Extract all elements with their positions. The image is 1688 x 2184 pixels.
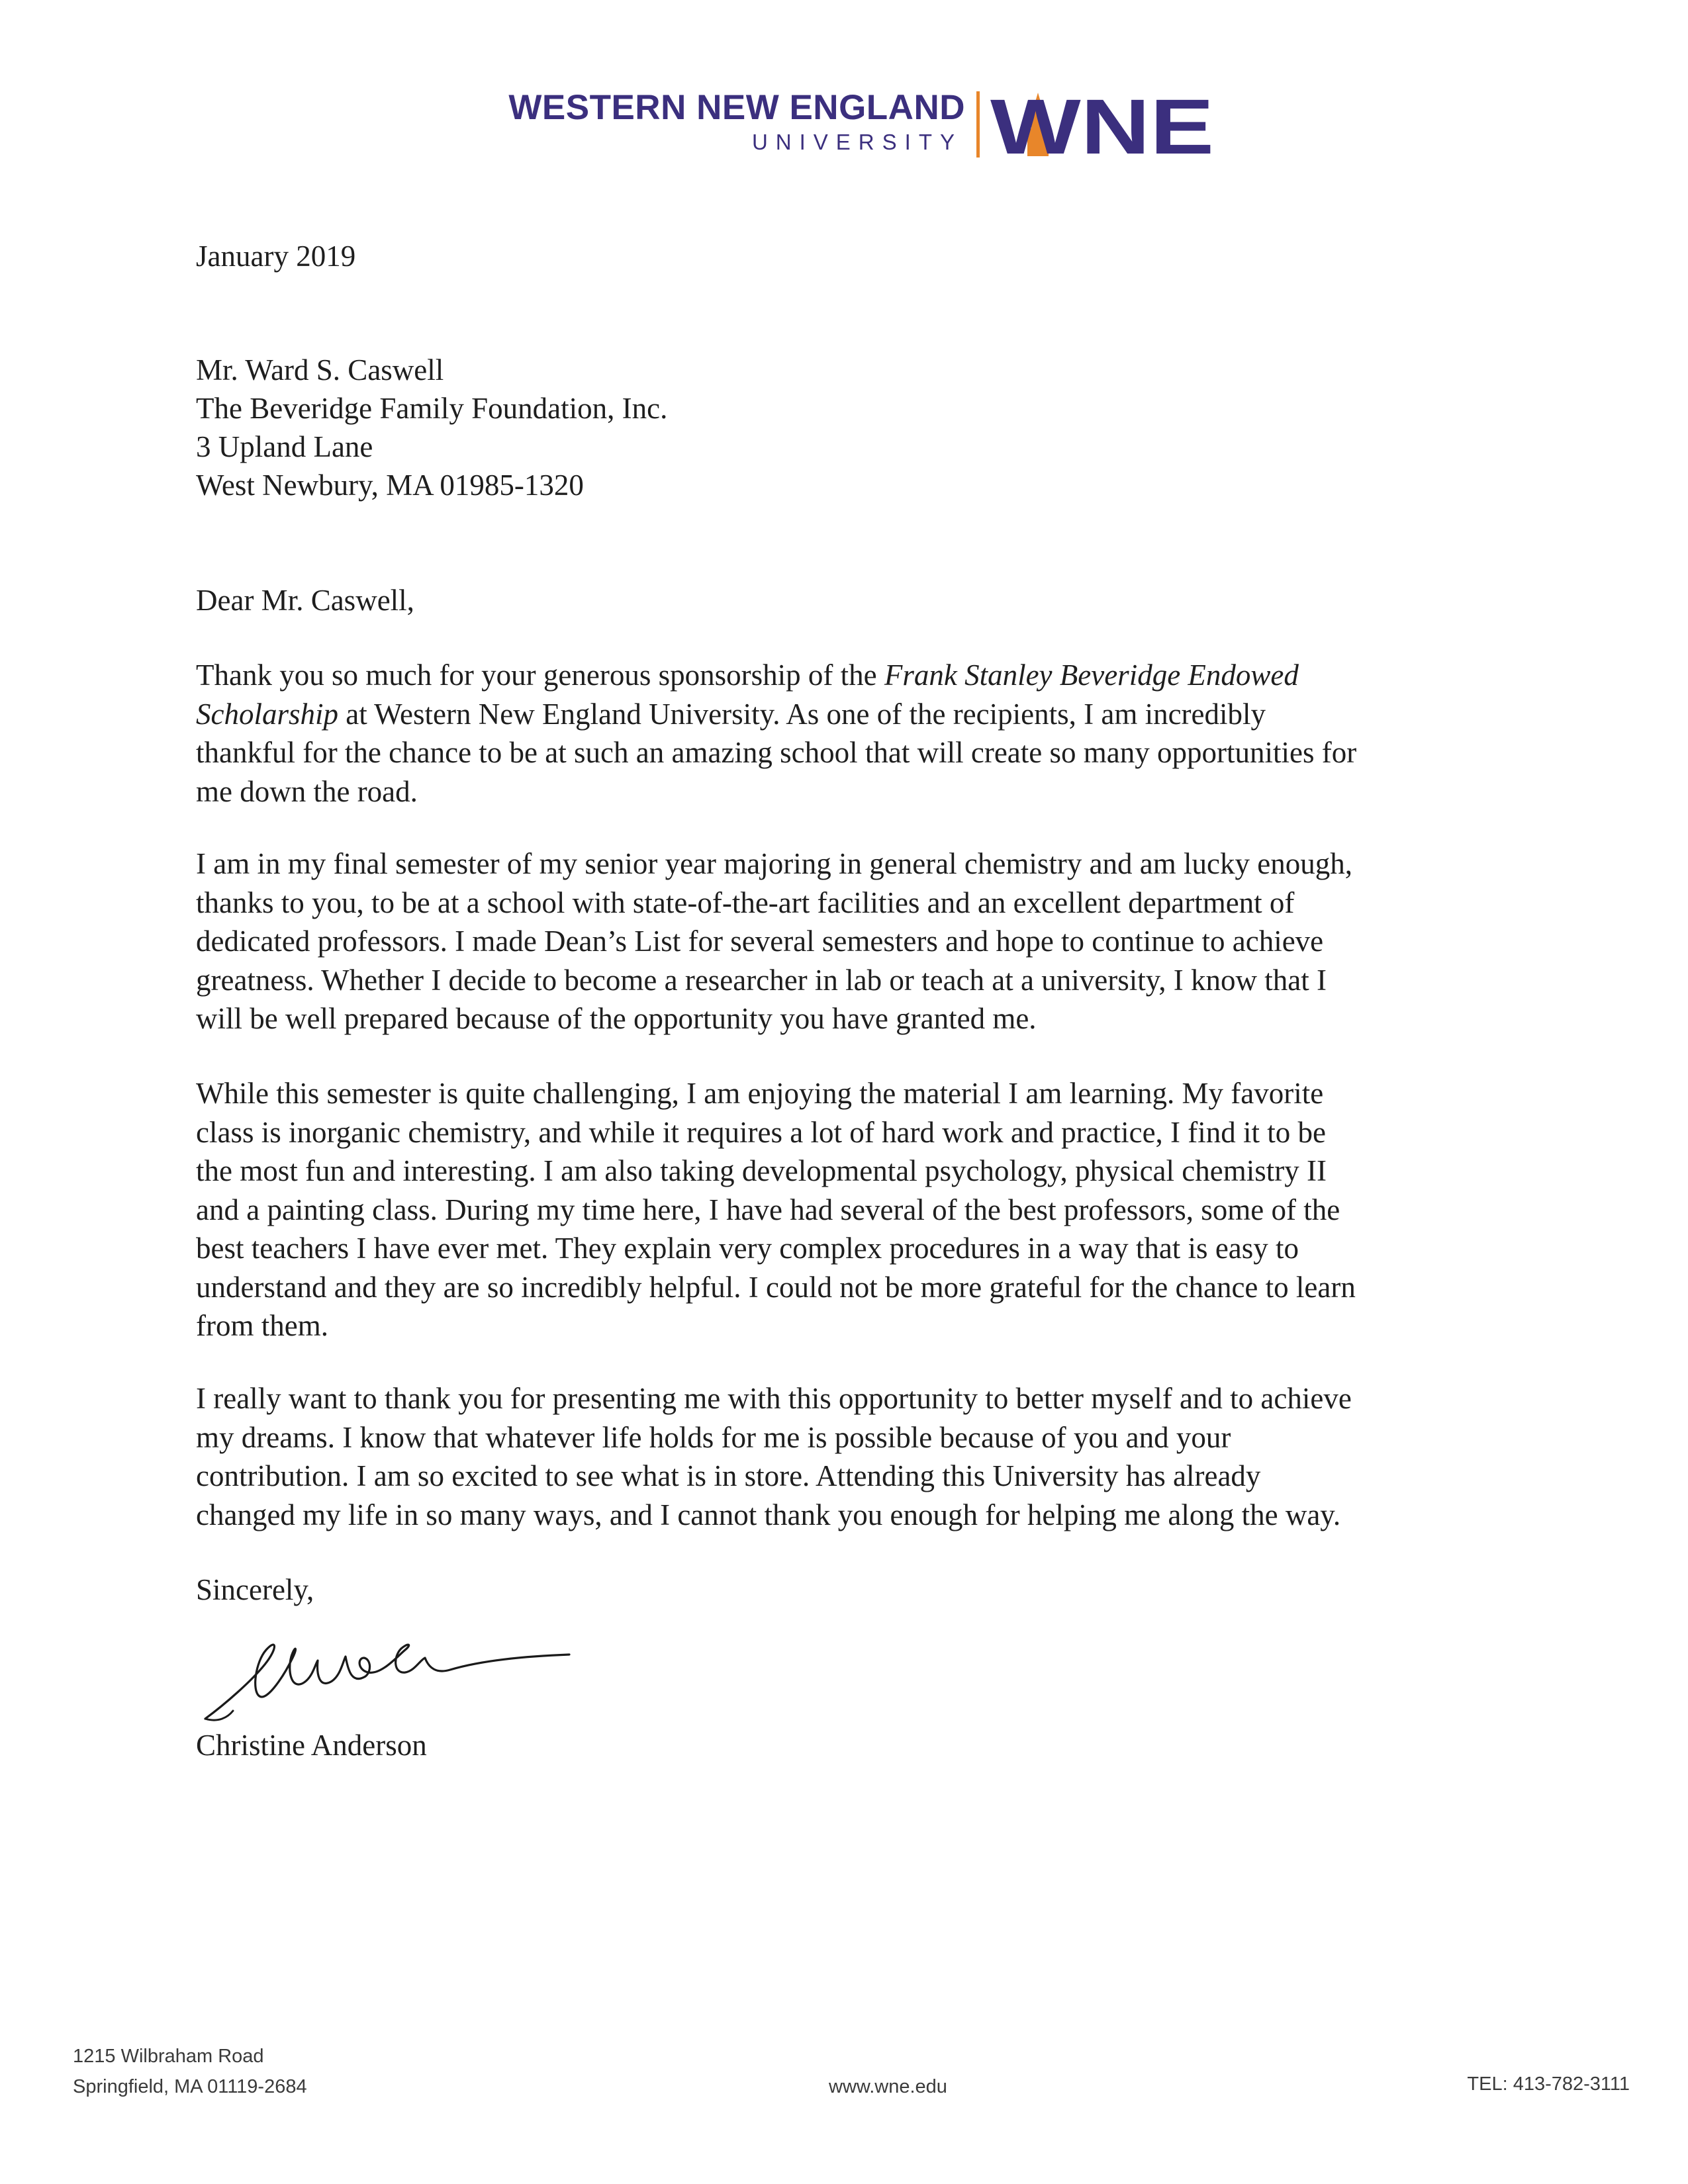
- footer-website[interactable]: www.wne.edu: [829, 2076, 947, 2097]
- university-name: WESTERN NEW ENGLAND: [508, 88, 965, 127]
- footer-address: [73, 2041, 307, 2102]
- signature: [199, 1618, 583, 1734]
- body-paragraph-4: [196, 1379, 1520, 1534]
- recipient-organization: The Beveridge Family Foundation, Inc.: [196, 392, 668, 425]
- body-paragraph-2: [196, 844, 1520, 1038]
- recipient-city: West Newbury, MA 01985-1320: [196, 469, 584, 502]
- footer-city: Springfield, MA 01119-2684: [73, 2076, 307, 2097]
- closing: Sincerely,: [196, 1573, 314, 1606]
- paragraph-line: thankful for the chance to be at such an amazing school that will create so many opportunities for: [196, 736, 1357, 769]
- scholarship-name: Frank Stanley Beveridge Endowed: [884, 659, 1299, 692]
- wne-logo-text: WNE: [990, 90, 1214, 156]
- line-text: at Western New England University. As one of the recipients, I am incredibly: [338, 697, 1266, 731]
- paragraph-line: thanks to you, to be at a school with state-of-the-art facilities and an excellent department of: [196, 886, 1295, 919]
- recipient-name: Mr. Ward S. Caswell: [196, 353, 444, 387]
- body-paragraph-1: [196, 656, 1520, 811]
- letterhead: [500, 86, 1215, 159]
- letter-date: January 2019: [196, 240, 356, 273]
- paragraph-line: dedicated professors. I made Dean’s List for several semesters and hope to continue to achieve: [196, 925, 1324, 958]
- paragraph-line: I really want to thank you for presenting me with this opportunity to better myself and to achieve: [196, 1382, 1352, 1415]
- signer-name: Christine Anderson: [196, 1729, 427, 1762]
- university-subtitle: UNIVERSITY: [751, 130, 962, 154]
- paragraph-line: I am in my final semester of my senior year majoring in general chemistry and am lucky enough,: [196, 847, 1352, 880]
- scholarship-name-cont: Scholarship: [196, 697, 339, 731]
- paragraph-line: and a painting class. During my time here, I have had several of the best professors, some of the: [196, 1193, 1340, 1226]
- wne-logo: [990, 90, 1215, 156]
- footer-street: 1215 Wilbraham Road: [73, 2046, 264, 2067]
- letterhead-divider: [976, 91, 980, 158]
- paragraph-line: [196, 695, 1520, 734]
- paragraph-line: the most fun and interesting. I am also taking developmental psychology, physical chemistry II: [196, 1154, 1327, 1187]
- paragraph-line: [196, 656, 1520, 695]
- paragraph-line: my dreams. I know that whatever life holds for me is possible because of you and your: [196, 1420, 1231, 1454]
- salutation: Dear Mr. Caswell,: [196, 584, 414, 617]
- paragraph-line: greatness. Whether I decide to become a researcher in lab or teach at a university, I know that I: [196, 963, 1327, 997]
- paragraph-line: class is inorganic chemistry, and while it requires a lot of hard work and practice, I find it to be: [196, 1115, 1326, 1149]
- paragraph-line: best teachers I have ever met. They explain very complex procedures in a way that is easy to: [196, 1232, 1299, 1265]
- recipient-street: 3 Upland Lane: [196, 430, 373, 463]
- paragraph-line: contribution. I am so excited to see what is in store. Attending this University has already: [196, 1459, 1261, 1492]
- paragraph-line: from them.: [196, 1309, 328, 1342]
- footer-phone: TEL: 413-782-3111: [1467, 2073, 1630, 2095]
- paragraph-line: will be well prepared because of the opportunity you have granted me.: [196, 1002, 1037, 1035]
- paragraph-line: changed my life in so many ways, and I cannot thank you enough for helping me along the way.: [196, 1498, 1341, 1531]
- body-paragraph-3: [196, 1074, 1520, 1345]
- line-text: Thank you so much for your generous sponsorship of the: [196, 659, 884, 692]
- paragraph-line: understand and they are so incredibly helpful. I could not be more grateful for the chance to learn: [196, 1270, 1356, 1304]
- paragraph-line: me down the road.: [196, 774, 418, 808]
- paragraph-line: While this semester is quite challenging, I am enjoying the material I am learning. My favorite: [196, 1077, 1324, 1110]
